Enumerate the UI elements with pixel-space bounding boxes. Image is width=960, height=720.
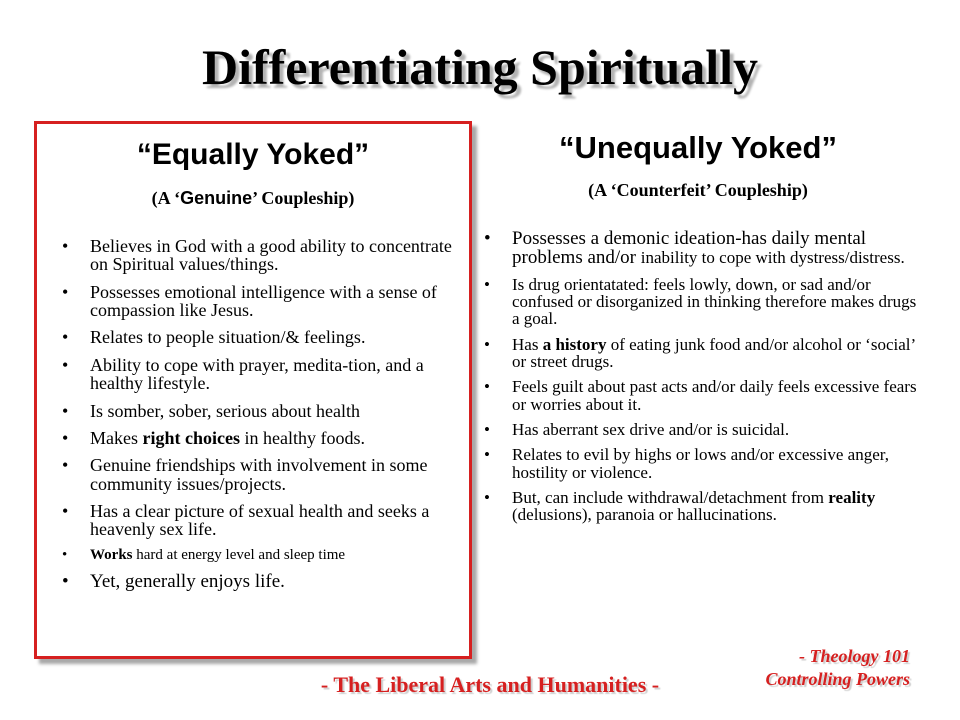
list-item: • Feels guilt about past acts and/or daily feels excessive fears or worries about it.: [480, 378, 920, 413]
right-column-heading: “Unequally Yoked”: [559, 130, 837, 165]
item-text: Possesses a demonic ideation-has daily mental problems and/or: [512, 228, 867, 269]
item-text: But, can include withdrawal/detachment from: [512, 488, 829, 508]
left-sub-close: ’ Coupleship): [252, 188, 355, 208]
left-bullet-list: [58, 237, 470, 600]
item-text: Makes: [90, 427, 143, 448]
item-text: Has: [512, 334, 543, 354]
footer-course-label: [700, 645, 910, 692]
item-bold: Works: [90, 546, 133, 563]
list-item: • Ability to cope with prayer, medita-tion, and a healthy lifestyle.: [58, 356, 470, 393]
list-item: • Has a clear picture of sexual health and seeks a heavenly sex life.: [58, 502, 470, 539]
item-text: hard at energy level and sleep time: [132, 546, 346, 563]
item-text: inability to cope with dystress/distress.: [640, 248, 905, 268]
list-item: • Relates to evil by highs or lows and/or excessive anger, hostility or violence.: [480, 446, 920, 481]
item-bold: a history: [542, 334, 607, 354]
list-item: • Has aberrant sex drive and/or is suicidal.: [480, 421, 920, 438]
list-item: [58, 548, 470, 563]
list-item: • Is drug orientatated: feels lowly, down, or sad and/or confused or disorganized in thinking therefore makes drugs a goal.: [480, 276, 920, 328]
list-item: • Is somber, sober, serious about health: [58, 402, 470, 420]
item-bold: reality: [828, 488, 876, 508]
left-sub-open: (A ‘: [151, 188, 181, 208]
footer-course-line: - Theology 101: [799, 646, 910, 666]
footer-series-title: - The Liberal Arts and Humanities -: [320, 672, 660, 697]
item-text: of eating junk food and/or alcohol or ‘social’ or street drugs.: [512, 334, 915, 372]
list-item: • Yet, generally enjoys life.: [58, 572, 470, 591]
item-text: (delusions), paranoia or hallucinations.: [512, 505, 777, 525]
left-sub-emphasis: Genuine: [180, 188, 253, 208]
item-bold: right choices: [142, 427, 240, 448]
list-item: [58, 429, 470, 447]
list-item: • Genuine friendships with involvement in some community issues/projects.: [58, 456, 470, 493]
item-text: in healthy foods.: [239, 427, 365, 448]
page-title: Differentiating Spiritually: [201, 39, 758, 95]
list-item: [480, 336, 920, 371]
list-item: • Believes in God with a good ability to concentrate on Spiritual values/things.: [58, 237, 470, 274]
left-column-subheading: [34, 188, 472, 209]
right-column-subheading: (A ‘Counterfeit’ Coupleship): [588, 180, 808, 200]
list-item: • Possesses emotional intelligence with a sense of compassion like Jesus.: [58, 283, 470, 320]
footer-topic-line: Controlling Powers: [765, 669, 910, 690]
left-column-heading: “Equally Yoked”: [136, 138, 370, 171]
right-bullet-list: [480, 229, 920, 532]
list-item: • Relates to people situation/& feelings.: [58, 328, 470, 346]
list-item: [480, 229, 920, 268]
list-item: [480, 489, 920, 524]
